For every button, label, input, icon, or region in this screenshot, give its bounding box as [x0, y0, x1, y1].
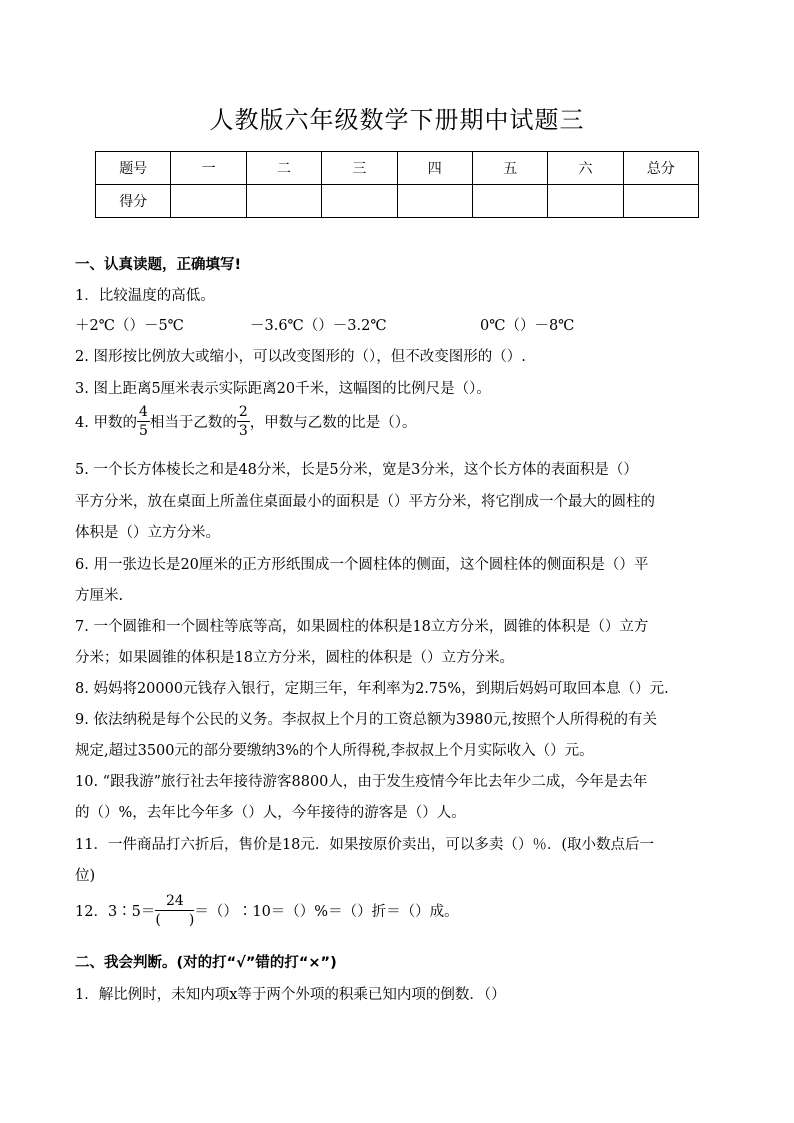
score-header-cell: 题号 [96, 152, 171, 185]
question-4 [75, 405, 417, 438]
section-1-heading: 一、认真读题，正确填写! [75, 257, 242, 273]
score-cell [171, 185, 246, 218]
question-12-pre: 12．3∶5＝ [75, 904, 156, 920]
temp-compare-item: －3.6℃（）－3.2℃ [250, 318, 387, 334]
fraction-4-5: $\frac{4}{5}$ [138, 404, 148, 439]
question-5-line-1: 5. 一个长方体棱长之和是48分米，长是5分米，宽是3分米，这个长方体的表面积是（） [75, 462, 638, 478]
score-cell [246, 185, 321, 218]
score-header-cell: 六 [548, 152, 623, 185]
score-header-cell: 一 [171, 152, 246, 185]
question-4-mid: 相当于乙数的 [149, 415, 237, 431]
score-header-cell: 总分 [623, 152, 698, 185]
score-cell [472, 185, 547, 218]
question-1: 1．比较温度的高低。 [75, 288, 215, 304]
question-6-line-1: 6. 用一张边长是20厘米的正方形纸围成一个圆柱体的侧面，这个圆柱体的侧面积是（）平 [75, 557, 649, 573]
score-cell [623, 185, 698, 218]
question-4-post: ，甲数与乙数的比是（）。 [249, 415, 417, 431]
question-9-line-2: 规定,超过3500元的部分要缴纳3%的个人所得税,李叔叔上个月实际收入（）元。 [75, 743, 594, 759]
question-7-line-2: 分米；如果圆锥的体积是18立方分米，圆柱的体积是（）立方分米。 [75, 650, 514, 666]
question-11-line-1: 11．一件商品打六折后，售价是18元．如果按原价卖出，可以多卖（）％．(取小数点后一 [75, 837, 655, 853]
question-4-pre: 4. 甲数的 [75, 415, 137, 431]
question-11-line-2: 位) [75, 868, 96, 884]
question-3: 3. 图上距离5厘米表示实际距离20千米，这幅图的比例尺是（）。 [75, 381, 491, 397]
score-cell [397, 185, 472, 218]
score-table-header-row [96, 152, 699, 185]
score-header-cell: 四 [397, 152, 472, 185]
question-8: 8. 妈妈将20000元钱存入银行，定期三年，年利率为2.75%，到期后妈妈可取回本息（）元. [75, 681, 669, 697]
score-row-label: 得分 [96, 185, 171, 218]
question-2: 2. 图形按比例放大或缩小，可以改变图形的（），但不改变图形的（）. [75, 349, 526, 365]
question-5-line-2: 平方分米，放在桌面上所盖住桌面最小的面积是（）平方分米，将它削成一个最大的圆柱的 [75, 494, 655, 510]
section-2-heading: 二、我会判断。(对的打“√”错的打“×”) [75, 955, 337, 971]
question-10-line-1: 10. “跟我游”旅行社去年接待游客8800人，由于发生疫情今年比去年少二成，今年是去年 [75, 774, 648, 790]
score-table [95, 151, 699, 218]
question-5-line-3: 体积是（）立方分米。 [75, 525, 220, 541]
judge-1: 1．解比例时，未知内项x等于两个外项的积乘已知内项的倒数．（） [75, 987, 506, 1003]
page-title: 人教版六年级数学下册期中试题三 [209, 106, 585, 134]
score-cell [322, 185, 397, 218]
question-12-post: ＝（）∶10＝（）%＝（）折＝（）成。 [194, 904, 459, 920]
fraction-24-blank: $\frac{24}{( )}$ [155, 893, 195, 928]
temp-compare-item: ＋2℃（）－5℃ [75, 318, 184, 334]
question-7-line-1: 7. 一个圆锥和一个圆柱等底等高，如果圆柱的体积是18立方分米，圆锥的体积是（）立方 [75, 619, 649, 635]
question-10-line-2: 的（）%，去年比今年多（）人，今年接待的游客是（）人。 [75, 805, 466, 821]
score-header-cell: 三 [322, 152, 397, 185]
score-cell [548, 185, 623, 218]
score-header-cell: 五 [472, 152, 547, 185]
question-6-line-2: 方厘米. [75, 588, 124, 604]
question-12 [75, 894, 459, 927]
temp-compare-item: 0℃（）－8℃ [480, 318, 575, 334]
fraction-2-3: $\frac{2}{3}$ [238, 404, 248, 439]
question-9-line-1: 9. 依法纳税是每个公民的义务。李叔叔上个月的工资总额为3980元,按照个人所得税的有关 [75, 712, 657, 728]
score-header-cell: 二 [246, 152, 321, 185]
score-table-score-row [96, 185, 699, 218]
